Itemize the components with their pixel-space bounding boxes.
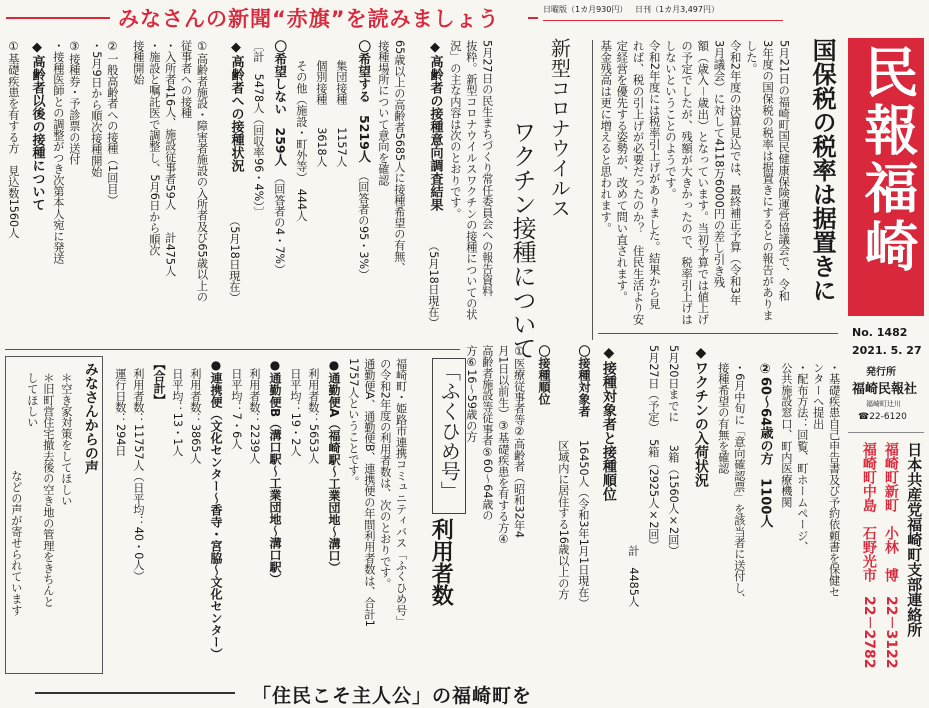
bus-headline-2: 利用者数 <box>428 518 454 606</box>
not-want-label: 〇希望しない 259人 <box>272 40 288 167</box>
bottom-rule <box>35 692 235 694</box>
top-rule-left <box>6 17 110 19</box>
individual-count: 個別接種 3618人 <box>314 60 328 167</box>
route-a-title: ●通勤便A（福崎駅～工業団地～溝口） <box>327 358 342 574</box>
total-title: 【合計】 <box>152 358 167 406</box>
issue-number: No. 1482 <box>852 326 908 339</box>
link-users: 利用者数：3865人 <box>188 368 202 464</box>
future-1: ①基礎疾患を有する方 見込数1560人 <box>6 40 20 239</box>
status-3: ③接種券・予診票の送付 ・接種医師との調整がつき次第本人宛に発送 <box>51 40 81 264</box>
want-rate: （回答者の95・3%） <box>356 170 370 281</box>
contact-ishino: 福崎町中島 石野光市 22－2782 <box>860 442 877 669</box>
survey-title: ◆高齢者の接種意向調査結果 <box>427 40 443 211</box>
survey-body: 65歳以上の高齢者5685人に接種希望の有無、 接種場所について意向を確認 <box>376 40 406 274</box>
rule-mid <box>5 349 460 350</box>
publisher-phone: ☎22-6120 <box>858 412 907 422</box>
status-date: （5月18日現在） <box>227 215 241 304</box>
route-b-title: ●通勤便B（溝口駅～工業団地～溝口駅） <box>268 358 283 586</box>
voice-item-1: ＊空き家対策をしてほしい <box>59 372 73 507</box>
rule-left-of-tax <box>592 40 593 340</box>
want-label: 〇希望する 5219人 <box>356 40 372 163</box>
group-count: 集団接種 1157人 <box>334 60 348 167</box>
other-count: その他（施設・町外等） 444人 <box>294 60 308 222</box>
voices-title: みなさんからの声 <box>82 362 99 474</box>
target-title: ◆接種対象者と接種順位 <box>600 345 617 501</box>
route-a-users: 利用者数：5653人 <box>306 368 320 464</box>
future-2-heading: ②60～64歳の方 1100人 <box>757 362 773 528</box>
bus-intro: 福崎町・姫路市連携コミュニティバス「ふくひめ号」 の令和2年度の利用者数は、次のとおりです。 通勤便A、通勤便B、連携便の年間利用者数は、合計1 1757人ということです。 <box>346 358 408 627</box>
voices-closing: などの声が寄せられています <box>9 470 23 616</box>
publisher-address: 福崎町辻川 <box>866 400 901 408</box>
status-2: ②一般高齢者への接種（1回目） ・5月9日から順次接種開始 <box>89 40 119 206</box>
vaccine-intro: 5月27日の民生まちづくり常任委員会への報告資料 抜粋。新型コロナウイルスワクチンの接種についての状 況」の主な内容は次のとおりです。 <box>448 40 494 320</box>
link-title: ●連携便（文化センター～香寺・宮脇～文化センター） <box>209 358 224 660</box>
tax-headline: 国保税の税率は据置きに <box>808 38 837 302</box>
target-count: 16450人（令和3年1月1日現在） <box>576 440 590 609</box>
contact-kobayashi: 福崎町新町 小林 博 22－3122 <box>882 442 899 669</box>
route-b-daily: 日平均：7・6人 <box>229 368 243 450</box>
not-want-rate: （回答者の4・7%） <box>272 172 286 276</box>
bottom-slogan: 「住民こそ主人公」の福崎町を <box>252 685 533 707</box>
route-b-users: 利用者数：2239人 <box>247 368 261 464</box>
party-contact: 日本共産党福崎町支部連絡所 <box>905 442 924 637</box>
price-underline <box>543 20 783 21</box>
rule-under-tax <box>598 333 838 334</box>
status-title: ◆高齢者への接種状況 <box>228 40 244 172</box>
publisher-label: 発行所 <box>866 367 896 378</box>
arrival-total: 計 4485人 <box>626 545 640 608</box>
survey-date: （5月18日現在） <box>426 240 440 329</box>
akahata-slogan: みなさんの新聞“赤旗”を読みましょう <box>118 7 500 31</box>
daily-edition-price: 日刊（1カ月3,497円） <box>635 5 719 14</box>
target-desc: 区域内に居住する16歳以上の方 <box>556 440 570 600</box>
total-users: 利用者数：11757人（日平均：40・0人） <box>131 368 145 582</box>
order-body: ①医療従事者等②高齢者（昭和32年4 月1日以前生）③基礎疾患を有する方④ 高齢者施設等従事者⑤60～64歳の 方⑥16～59歳の方 <box>464 345 526 547</box>
subscription-prices <box>543 4 719 15</box>
status-1: ①高齢者施設・障害者施設の入所者及び65歳以上の 従事者への接種 ・入所者416人、施設従事者59人 計475人 ・施設と嘱託医で調整し、5月6日から順次 接種開始 <box>131 40 209 303</box>
newspaper-title: 民報福崎 <box>856 44 919 276</box>
masthead-divider <box>848 432 924 433</box>
voice-item-2: ＊旧町営住宅撤去後の空き地の管理をきちんと してほしい <box>25 372 55 608</box>
vaccine-headline-1: 新型コロナウイルス <box>547 38 572 218</box>
bus-headline-1: 「ふくひめ号」 <box>432 358 466 514</box>
top-rule-right <box>528 17 538 19</box>
arrival-2: 5月27日（予定） 5箱（2925人×2回） <box>646 345 660 551</box>
route-a-daily: 日平均：19・2人 <box>288 368 302 457</box>
sunday-edition-price: 日曜版（1カ月930円） <box>543 5 628 14</box>
future-title: ◆高齢者以後の接種について <box>29 40 45 211</box>
total-days: 運行日数：294日 <box>113 368 127 457</box>
future-2-note: ・6月中旬に「意向確認票」を該当者に送付し、 接種希望の有無を確認 <box>716 362 746 605</box>
link-daily: 日平均：13・1人 <box>170 368 184 457</box>
order-label: 〇接種順位 <box>537 345 552 405</box>
issue-date: 2021. 5. 27 <box>852 344 922 357</box>
survey-total: 〔計 5478人（回収率96・4%）〕 <box>251 40 265 219</box>
future-1-note: ・基礎疾患自己申告書及び予約依頼書を保健セ ンターへ提出 ・配布方法：回覧、町ホームページ、 公共施設窓口、町内医療機関 <box>779 362 841 598</box>
tax-article-body: 5月21日の福崎町国民健康保険運営協議会で、令和 3年度の国保税の税率は据置きにするとの報告がありま した。 令和2年度の決算見込では、最終補正予算（令和3年 3月議会）に対して4118万6000円の差し引き残 額（歳入－歳出）となっています。当初予算では値上げ の予定でしたが、残額が大きかったので、税率引上げは しないということのようです。 令和2年度には税率引上げがありました。結果から見 れば、税の引上げが必要だったのか？ 住民生活より安 定経営を優先する姿勢が、改めて問い直されます。 基金残高は更に増えると思われます。 <box>599 40 792 325</box>
vaccine-headline-2: ワクチン接種について <box>508 120 537 360</box>
publisher-name: 福崎民報社 <box>852 382 918 397</box>
target-label: 〇接種対象者 <box>577 345 592 417</box>
arrival-title: ◆ワクチンの入荷状況 <box>692 345 709 487</box>
arrival-1: 5月20日までに 3箱（1560人×2回） <box>666 345 680 557</box>
